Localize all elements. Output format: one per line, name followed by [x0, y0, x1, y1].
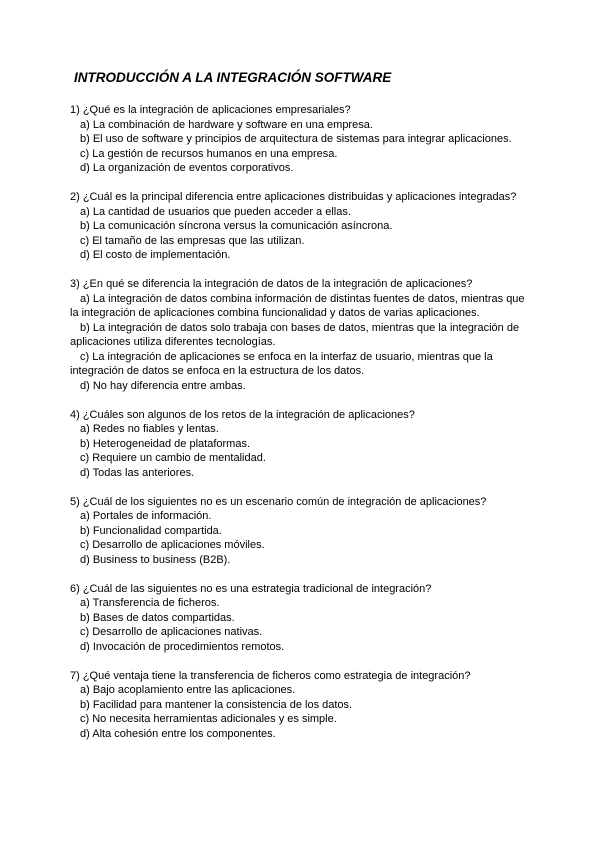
- answer-option: a) Bajo acoplamiento entre las aplicaciones.: [80, 684, 296, 696]
- question-block: [70, 495, 530, 568]
- answer-option: b) La integración de datos solo trabaja con bases de datos, mientras que la integración de aplicaciones utiliza diferentes tecnologías.: [70, 321, 520, 348]
- answer-option: a) Transferencia de ficheros.: [80, 597, 220, 609]
- question-block: [70, 103, 530, 176]
- question-block: [70, 190, 530, 263]
- answer-option: d) No hay diferencia entre ambas.: [80, 379, 246, 392]
- answer-option: a) Portales de información.: [80, 510, 212, 522]
- answer-option: d) Invocación de procedimientos remotos.: [80, 640, 285, 653]
- answer-option: c) Requiere un cambio de mentalidad.: [80, 452, 266, 464]
- question-list: [70, 103, 530, 756]
- answer-option: c) La gestión de recursos humanos en una empresa.: [80, 147, 338, 160]
- answer-option: b) Bases de datos compartidas.: [80, 611, 235, 624]
- answer-option: d) La organización de eventos corporativos.: [80, 162, 294, 174]
- answer-option: d) Business to business (B2B).: [80, 553, 231, 566]
- answer-option: b) Heterogeneidad de plataformas.: [80, 437, 250, 450]
- answer-option: a) La integración de datos combina información de distintas fuentes de datos, mientras que la integración de aplicaciones combina funcionalidad y datos de varias aplicaciones.: [70, 292, 525, 319]
- answer-option: c) La integración de aplicaciones se enfoca en la interfaz de usuario, mientras que la integración de datos se enfoca en la estructura de los datos.: [70, 350, 493, 377]
- document-title: INTRODUCCIÓN A LA INTEGRACIÓN SOFTWARE: [74, 70, 392, 85]
- answer-option: a) Redes no fiables y lentas.: [80, 423, 219, 435]
- question-text: 4) ¿Cuáles son algunos de los retos de la integración de aplicaciones?: [70, 408, 415, 421]
- answer-option: c) Desarrollo de aplicaciones nativas.: [80, 626, 263, 638]
- question-text: 5) ¿Cuál de los siguientes no es un escenario común de integración de aplicaciones?: [70, 495, 487, 508]
- answer-option: b) Facilidad para mantener la consistencia de los datos.: [80, 698, 353, 711]
- question-text: 1) ¿Qué es la integración de aplicaciones empresariales?: [70, 104, 351, 116]
- answer-option: a) La cantidad de usuarios que pueden acceder a ellas.: [80, 205, 351, 218]
- question-text: 2) ¿Cuál es la principal diferencia entre aplicaciones distribuidas y aplicaciones integradas?: [70, 191, 517, 203]
- answer-option: d) Todas las anteriores.: [80, 466, 195, 479]
- answer-option: c) No necesita herramientas adicionales y es simple.: [80, 713, 337, 725]
- answer-option: b) El uso de software y principios de arquitectura de sistemas para integrar aplicaciones.: [80, 133, 512, 145]
- question-block: [70, 582, 530, 655]
- answer-option: b) La comunicación síncrona versus la comunicación asíncrona.: [80, 220, 393, 232]
- question-text: 3) ¿En qué se diferencia la integración de datos de la integración de aplicaciones?: [70, 278, 473, 290]
- answer-option: d) Alta cohesión entre los componentes.: [80, 727, 276, 740]
- answer-option: c) Desarrollo de aplicaciones móviles.: [80, 539, 265, 551]
- question-text: 6) ¿Cuál de las siguientes no es una estrategia tradicional de integración?: [70, 582, 432, 595]
- question-block: [70, 277, 530, 393]
- question-block: [70, 669, 530, 742]
- answer-option: b) Funcionalidad compartida.: [80, 524, 222, 537]
- answer-option: c) El tamaño de las empresas que las utilizan.: [80, 234, 305, 247]
- answer-option: d) El costo de implementación.: [80, 249, 231, 261]
- question-text: 7) ¿Qué ventaja tiene la transferencia de ficheros como estrategia de integración?: [70, 669, 471, 682]
- question-block: [70, 408, 530, 481]
- answer-option: a) La combinación de hardware y software en una empresa.: [80, 118, 373, 131]
